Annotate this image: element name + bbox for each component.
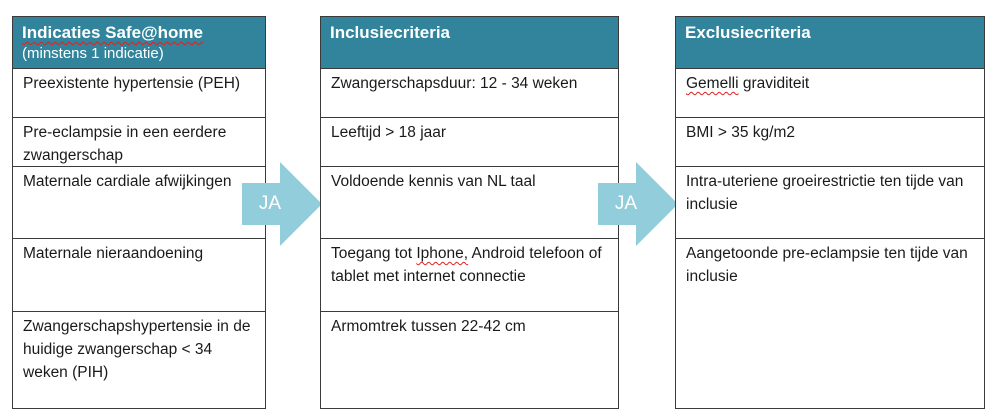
arrow-right-icon [598, 162, 678, 246]
exclusion-row [676, 69, 984, 118]
arrow-label-ja: JA [614, 193, 638, 214]
exclusion-title: Exclusiecriteria [685, 23, 811, 42]
indication-row: Preexistente hypertensie (PEH) [13, 69, 265, 118]
inclusion-row-text-underlined: Iphone, [416, 245, 469, 262]
indication-row: Maternale cardiale afwijkingen [13, 167, 265, 239]
inclusion-table [320, 16, 619, 409]
exclusion-row: BMI > 35 kg/m2 [676, 118, 984, 167]
inclusion-title: Inclusiecriteria [330, 23, 451, 42]
inclusion-row [321, 239, 618, 312]
inclusion-row: Voldoende kennis van NL taal [321, 167, 618, 239]
inclusion-row-text-before: Toegang tot [331, 245, 417, 262]
inclusion-row: Zwangerschapsduur: 12 - 34 weken [321, 69, 618, 118]
indications-title-text: Indicaties Safe@home [22, 23, 203, 42]
indications-title [22, 22, 256, 44]
indications-table [12, 16, 266, 409]
exclusion-row-text-underlined: Gemelli [686, 75, 739, 92]
exclusion-row: Aangetoonde pre-eclampsie ten tijde van inclusie [686, 245, 968, 285]
exclusion-table [675, 16, 985, 409]
indication-row: Pre-eclampsie in een eerdere zwangerschap [13, 118, 265, 167]
indications-header [13, 17, 265, 69]
indication-row: Zwangerschapshypertensie in de huidige zwangerschap < 34 weken (PIH) [23, 318, 251, 381]
indications-subtitle: (minstens 1 indicatie) [22, 45, 164, 62]
inclusion-row: Armomtrek tussen 22-42 cm [331, 318, 526, 335]
inclusion-header [321, 17, 618, 69]
indication-row: Maternale nieraandoening [13, 239, 265, 312]
exclusion-row-text-after: graviditeit [738, 75, 810, 92]
inclusion-row: Leeftijd > 18 jaar [321, 118, 618, 167]
exclusion-row: Intra-uteriene groeirestrictie ten tijde van inclusie [676, 167, 984, 239]
exclusion-header [676, 17, 984, 69]
arrow-right-icon [242, 162, 322, 246]
arrow-label-ja: JA [258, 193, 282, 214]
inclusion-row-text-after: Android telefoon of tablet met internet connectie [331, 245, 602, 285]
